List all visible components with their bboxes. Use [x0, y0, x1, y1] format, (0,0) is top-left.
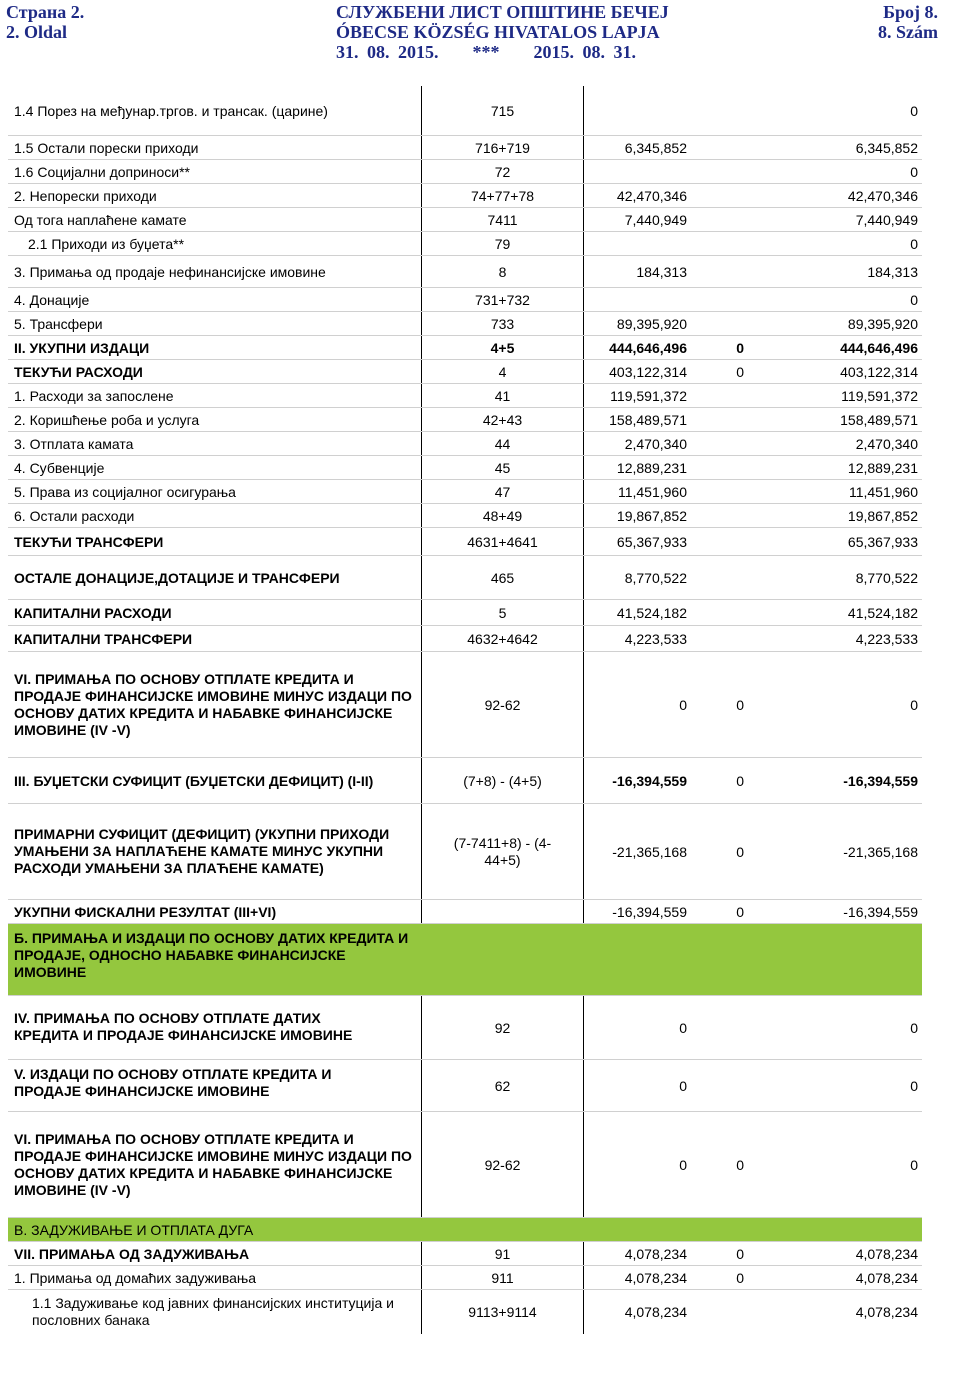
- row-code: 62: [422, 1060, 584, 1111]
- table-row: [8, 208, 922, 232]
- row-value-2: [691, 480, 748, 503]
- row-value-2: [691, 456, 748, 479]
- row-label: КАПИТАЛНИ ТРАНСФЕРИ: [8, 626, 422, 651]
- row-code: [422, 1218, 584, 1241]
- row-value-3: 119,591,372: [841, 387, 918, 404]
- row-value-1: [584, 288, 691, 311]
- row-code: (7+8) - (4+5): [422, 758, 584, 803]
- table-row: [8, 86, 922, 136]
- row-value-2: [691, 408, 748, 431]
- table-row: [8, 900, 922, 924]
- row-label: V. ИЗДАЦИ ПО ОСНОВУ ОТПЛАТЕ КРЕДИТА И ПРОДАЈЕ ФИНАНСИЈСКЕ ИМОВИНЕ: [8, 1060, 422, 1111]
- row-value-3: 42,470,346: [847, 187, 918, 204]
- row-value-3: 0: [910, 1077, 918, 1094]
- row-value-1: 65,367,933: [616, 533, 687, 550]
- row-value-1: 11,451,960: [617, 483, 687, 500]
- row-value-3: [748, 1218, 922, 1241]
- row-value-1: 8,770,522: [624, 569, 687, 586]
- row-label: ТЕКУЋИ ТРАНСФЕРИ: [8, 528, 422, 555]
- table-row: [8, 480, 922, 504]
- row-label: 1. Примања од домаћих задуживања: [8, 1266, 422, 1289]
- row-value-1: -21,365,168: [612, 843, 687, 860]
- header-left: [6, 2, 84, 42]
- row-value-3: 8,770,522: [855, 569, 918, 586]
- issue-number-sr: Број 8.: [883, 2, 938, 22]
- table-row: [8, 408, 922, 432]
- row-value-1: 403,122,314: [609, 363, 687, 380]
- table-row: [8, 804, 922, 900]
- row-code: 72: [422, 160, 584, 183]
- row-value-1: [584, 160, 691, 183]
- row-value-2: 0: [736, 1269, 744, 1286]
- row-value-1: [584, 924, 691, 995]
- row-value-3: 0: [910, 291, 918, 308]
- row-code: 715: [422, 86, 584, 135]
- row-value-2: 0: [736, 1156, 744, 1173]
- table-row: [8, 996, 922, 1060]
- table-row: [8, 136, 922, 160]
- row-value-3: 0: [910, 696, 918, 713]
- row-label: 3. Отплата камата: [8, 432, 422, 455]
- row-code: 465: [422, 556, 584, 599]
- row-value-2: [691, 160, 748, 183]
- page-header: [0, 0, 960, 70]
- row-value-1: [584, 86, 691, 135]
- row-value-3: 444,646,496: [840, 339, 918, 356]
- row-value-1: 444,646,496: [609, 339, 687, 356]
- row-value-2: [691, 996, 748, 1059]
- table-row: [8, 456, 922, 480]
- row-value-3: 12,889,231: [847, 459, 918, 476]
- row-code: (7-7411+8) - (4-44+5): [422, 804, 584, 899]
- row-label: VI. ПРИМАЊА ПО ОСНОВУ ОТПЛАТЕ КРЕДИТА И ПРОДАЈЕ ФИНАНСИЈСКЕ ИМОВИНЕ МИНУС ИЗДАЦИ ПО ОСНОВУ ДАТИХ КРЕДИТА И НАБАВКЕ ФИНАНСИЈСКЕ ИМОВИНЕ (IV -V): [8, 1112, 422, 1217]
- row-value-2: [691, 312, 748, 335]
- row-value-1: 4,078,234: [624, 1269, 687, 1286]
- row-value-1: 0: [679, 696, 687, 713]
- row-value-1: 6,345,852: [624, 139, 687, 156]
- row-code: 92-62: [422, 652, 584, 757]
- row-code: 733: [422, 312, 584, 335]
- row-code: 4631+4641: [422, 528, 584, 555]
- row-value-2: [691, 256, 748, 287]
- row-value-2: [691, 504, 748, 527]
- row-value-3: 41,524,182: [847, 604, 918, 621]
- row-code: 4632+4642: [422, 626, 584, 651]
- table-row: [8, 652, 922, 758]
- row-label: 4. Донације: [8, 288, 422, 311]
- table-row: [8, 504, 922, 528]
- row-value-3: 4,078,234: [855, 1304, 918, 1320]
- row-value-3: 19,867,852: [847, 507, 918, 524]
- row-code: 4: [422, 360, 584, 383]
- table-row: [8, 288, 922, 312]
- row-code: 716+719: [422, 136, 584, 159]
- row-label: Од тога наплаћене камате: [8, 208, 422, 231]
- row-value-1: 89,395,920: [616, 315, 687, 332]
- row-value-2: [691, 384, 748, 407]
- table-row: [8, 184, 922, 208]
- row-code: 911: [422, 1266, 584, 1289]
- row-label: КАПИТАЛНИ РАСХОДИ: [8, 600, 422, 625]
- section-header-label: Б. ПРИМАЊА И ИЗДАЦИ ПО ОСНОВУ ДАТИХ КРЕДИТА И ПРОДАЈЕ, ОДНОСНО НАБАВКЕ ФИНАНСИЈСКЕ ИМОВИНЕ: [8, 924, 422, 995]
- row-value-3: 7,440,949: [855, 211, 918, 228]
- row-label: 1. Расходи за запослене: [8, 384, 422, 407]
- row-code: 47: [422, 480, 584, 503]
- row-value-2: 0: [736, 696, 744, 713]
- table-row: [8, 528, 922, 556]
- row-value-1: 0: [679, 1156, 687, 1173]
- table-row: [8, 336, 922, 360]
- row-value-3: [748, 924, 922, 995]
- table-row: [8, 256, 922, 288]
- row-value-3: 158,489,571: [840, 411, 918, 428]
- row-value-3: 11,451,960: [848, 483, 918, 500]
- row-value-2: [691, 432, 748, 455]
- row-value-3: 4,078,234: [855, 1269, 918, 1286]
- row-value-3: -16,394,559: [843, 772, 918, 789]
- table-row: [8, 758, 922, 804]
- row-value-2: [691, 86, 748, 135]
- table-row: [8, 1242, 922, 1266]
- row-value-2: 0: [736, 363, 744, 380]
- row-value-3: 6,345,852: [855, 139, 918, 156]
- row-value-2: [691, 626, 748, 651]
- row-value-3: 0: [910, 235, 918, 252]
- row-code: 74+77+78: [422, 184, 584, 207]
- row-value-2: 0: [736, 339, 744, 356]
- page-number-hu: 2. Oldal: [6, 22, 68, 42]
- row-value-3: -21,365,168: [843, 843, 918, 860]
- header-center: [336, 2, 716, 62]
- row-code: 9113+9114: [422, 1290, 584, 1334]
- row-value-1: 4,078,234: [624, 1304, 687, 1320]
- row-value-2: [691, 528, 748, 555]
- row-value-2: [691, 208, 748, 231]
- row-value-1: 0: [679, 1019, 687, 1036]
- table-row: [8, 626, 922, 652]
- row-value-2: [691, 232, 748, 255]
- row-value-2: [691, 288, 748, 311]
- table-row: [8, 1266, 922, 1290]
- row-label: 2. Коришћење роба и услуга: [8, 408, 422, 431]
- row-value-3: 2,470,340: [855, 435, 918, 452]
- row-label: 5. Права из социјалног осигурања: [8, 480, 422, 503]
- gazette-title-sr: СЛУЖБЕНИ ЛИСТ ОПШТИНЕ БЕЧЕЈ: [336, 2, 669, 22]
- row-label: УКУПНИ ФИСКАЛНИ РЕЗУЛТАТ (III+VI): [8, 900, 422, 923]
- header-right: [878, 2, 938, 42]
- row-value-1: 4,223,533: [624, 630, 687, 647]
- table-row: [8, 1112, 922, 1218]
- row-code: [422, 924, 584, 995]
- row-label: 6. Остали расходи: [8, 504, 422, 527]
- row-code: 42+43: [422, 408, 584, 431]
- row-label: ОСТАЛЕ ДОНАЦИЈЕ,ДОТАЦИЈЕ И ТРАНСФЕРИ: [8, 556, 422, 599]
- row-label: 1.1 Задуживање код јавних финансијских институција и пословних банака: [8, 1290, 422, 1334]
- row-value-2: 0: [736, 1245, 744, 1262]
- row-label: IV. ПРИМАЊА ПО ОСНОВУ ОТПЛАТЕ ДАТИХ КРЕДИТА И ПРОДАЈЕ ФИНАНСИЈСКЕ ИМОВИНЕ: [8, 996, 422, 1059]
- row-code: 731+732: [422, 288, 584, 311]
- row-code: 8: [422, 256, 584, 287]
- row-label: ПРИМАРНИ СУФИЦИТ (ДЕФИЦИТ) (УКУПНИ ПРИХОДИ УМАЊЕНИ ЗА НАПЛАЋЕНЕ КАМАТЕ МИНУС УКУПНИ РАСХОДИ УМАЊЕНИ ЗА ПЛАЋЕНЕ КАМАТЕ): [8, 804, 422, 899]
- row-value-3: 4,078,234: [855, 1245, 918, 1262]
- row-label: 1.6 Социјални доприноси**: [8, 160, 422, 183]
- row-value-2: [691, 1060, 748, 1111]
- row-label: 1.5 Остали порески приходи: [8, 136, 422, 159]
- row-label: III. БУЏЕТСКИ СУФИЦИТ (БУЏЕТСКИ ДЕФИЦИТ) (I-II): [8, 758, 422, 803]
- row-value-1: 0: [679, 1077, 687, 1094]
- table-row: [8, 384, 922, 408]
- gazette-title-hu: ÓBECSE KÖZSÉG HIVATALOS LAPJA: [336, 22, 660, 42]
- row-code: 4+5: [422, 336, 584, 359]
- section-header-label: В. ЗАДУЖИВАЊЕ И ОТПЛАТА ДУГА: [8, 1218, 422, 1241]
- row-value-3: 89,395,920: [847, 315, 918, 332]
- page-number-sr: Страна 2.: [6, 2, 85, 22]
- row-code: 91: [422, 1242, 584, 1265]
- section-header-row: [8, 1218, 922, 1242]
- row-value-3: -16,394,559: [843, 903, 918, 920]
- row-label: 3. Примања од продаје нефинансијске имовине: [8, 256, 422, 287]
- row-value-3: 403,122,314: [840, 363, 918, 380]
- row-value-2: [691, 600, 748, 625]
- row-code: 48+49: [422, 504, 584, 527]
- row-code: 7411: [422, 208, 584, 231]
- row-value-1: 184,313: [636, 263, 687, 280]
- row-value-1: -16,394,559: [612, 772, 687, 789]
- row-value-3: 0: [910, 1019, 918, 1036]
- row-code: 79: [422, 232, 584, 255]
- row-code: 41: [422, 384, 584, 407]
- row-code: 5: [422, 600, 584, 625]
- row-value-3: 0: [910, 1156, 918, 1173]
- row-value-2: [691, 924, 748, 995]
- row-value-1: 4,078,234: [624, 1245, 687, 1262]
- row-label: II. УКУПНИ ИЗДАЦИ: [8, 336, 422, 359]
- row-label: 1.4 Порез на међунар.тргов. и трансак. (царине): [8, 86, 422, 135]
- row-value-1: 119,591,372: [610, 387, 687, 404]
- row-value-1: [584, 1218, 691, 1241]
- row-value-1: 19,867,852: [616, 507, 687, 524]
- row-value-2: 0: [736, 903, 744, 920]
- row-code: 92-62: [422, 1112, 584, 1217]
- row-code: 92: [422, 996, 584, 1059]
- row-value-2: [691, 184, 748, 207]
- row-value-1: 12,889,231: [616, 459, 687, 476]
- row-value-2: 0: [736, 772, 744, 789]
- table-row: [8, 432, 922, 456]
- row-value-1: [584, 232, 691, 255]
- row-value-3: 184,313: [867, 263, 918, 280]
- row-value-2: 0: [736, 843, 744, 860]
- row-label: 4. Субвенције: [8, 456, 422, 479]
- row-label: 2. Непорески приходи: [8, 184, 422, 207]
- table-row: [8, 556, 922, 600]
- row-value-1: 2,470,340: [624, 435, 687, 452]
- row-label: 2.1 Приходи из буџета**: [8, 232, 422, 255]
- table-row: [8, 232, 922, 256]
- row-value-3: 0: [910, 102, 918, 119]
- table-row: [8, 600, 922, 626]
- row-value-2: [691, 1218, 748, 1241]
- section-header-row: [8, 924, 922, 996]
- row-value-1: 41,524,182: [616, 604, 687, 621]
- row-label: VI. ПРИМАЊА ПО ОСНОВУ ОТПЛАТЕ КРЕДИТА И ПРОДАЈЕ ФИНАНСИЈСКЕ ИМОВИНЕ МИНУС ИЗДАЦИ ПО ОСНОВУ ДАТИХ КРЕДИТА И НАБАВКЕ ФИНАНСИЈСКЕ ИМОВИНЕ (IV -V): [8, 652, 422, 757]
- row-value-1: -16,394,559: [612, 903, 687, 920]
- table-row: [8, 312, 922, 336]
- row-value-1: 158,489,571: [609, 411, 687, 428]
- row-value-3: 0: [910, 163, 918, 180]
- budget-table: [8, 86, 922, 1334]
- row-value-2: [691, 556, 748, 599]
- row-value-3: 4,223,533: [855, 630, 918, 647]
- row-label: ТЕКУЋИ РАСХОДИ: [8, 360, 422, 383]
- row-code: [422, 900, 584, 923]
- row-value-2: [691, 136, 748, 159]
- table-row: [8, 160, 922, 184]
- row-label: VII. ПРИМАЊА ОД ЗАДУЖИВАЊА: [8, 1242, 422, 1265]
- table-row: [8, 1060, 922, 1112]
- issue-number-hu: 8. Szám: [878, 22, 938, 42]
- row-code: 45: [422, 456, 584, 479]
- row-label: 5. Трансфери: [8, 312, 422, 335]
- row-value-1: 7,440,949: [624, 211, 687, 228]
- table-row: [8, 360, 922, 384]
- row-value-3: 65,367,933: [847, 533, 918, 550]
- issue-date: 31. 08. 2015. *** 2015. 08. 31.: [336, 42, 636, 62]
- table-row: [8, 1290, 922, 1334]
- row-value-1: 42,470,346: [616, 187, 687, 204]
- row-code: 44: [422, 432, 584, 455]
- row-value-2: [691, 1290, 748, 1334]
